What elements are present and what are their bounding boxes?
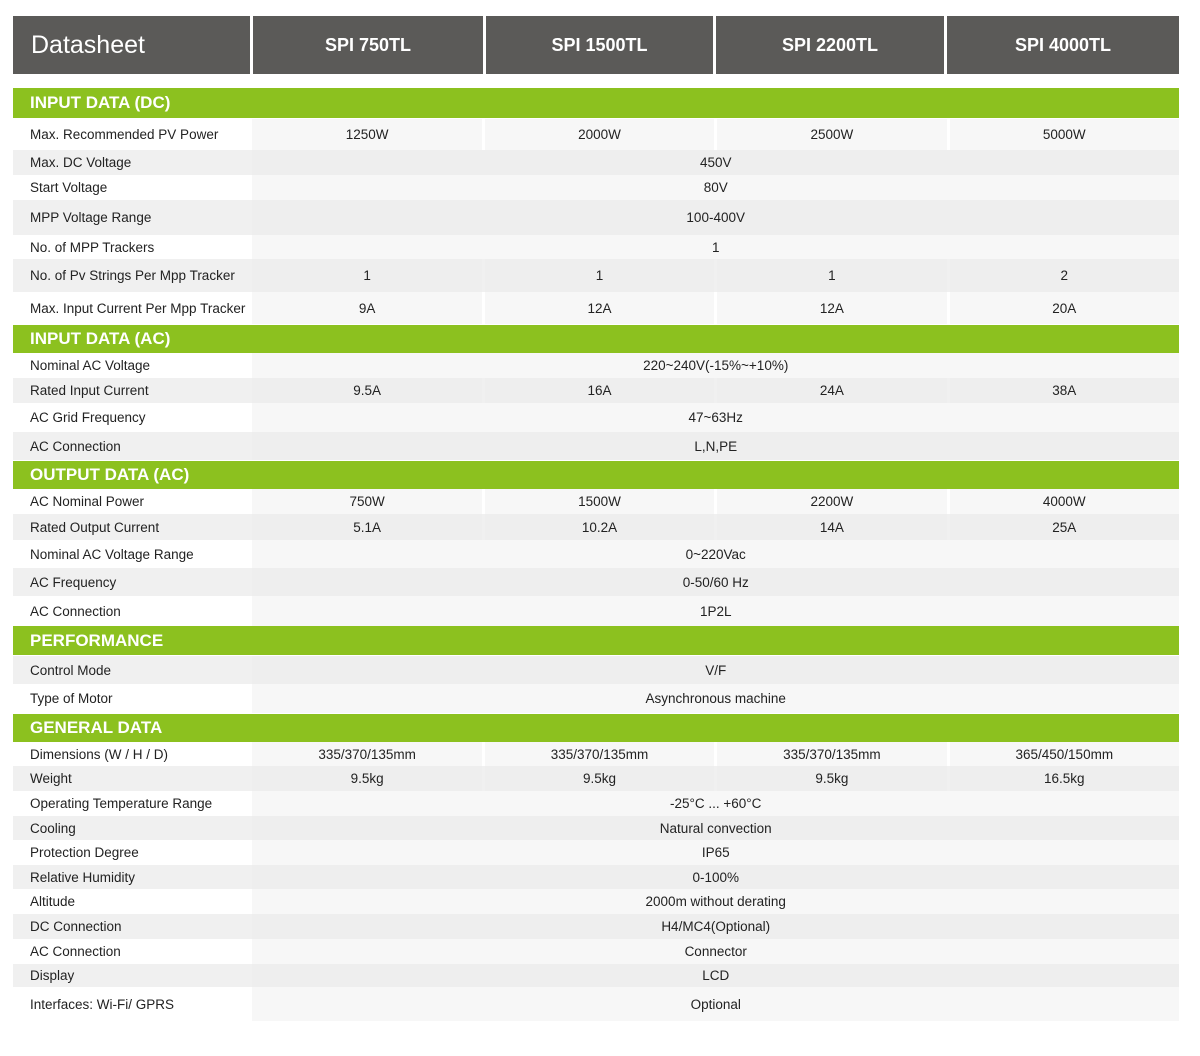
row-label: AC Connection (13, 432, 249, 460)
row-label: Start Voltage (13, 175, 249, 200)
table-row (13, 514, 1179, 540)
value-cell: 2200W (717, 489, 946, 514)
value-cell: 1P2L (252, 596, 1179, 626)
value-cell: 450V (252, 150, 1179, 175)
value-cell: 2500W (717, 119, 946, 150)
value-cell: 335/370/135mm (717, 742, 946, 766)
value-cell: 1 (717, 259, 946, 292)
model-header-spi-4000tl: SPI 4000TL (947, 16, 1179, 74)
row-label: Cooling (13, 816, 249, 840)
value-cell: 16.5kg (950, 766, 1179, 791)
value-cell: 1 (252, 259, 481, 292)
value-cell: L,N,PE (252, 432, 1179, 460)
table-row (13, 889, 1179, 914)
row-label: Protection Degree (13, 840, 249, 865)
table-row (13, 540, 1179, 568)
value-cell: 9.5kg (717, 766, 946, 791)
value-cell: Connector (252, 939, 1179, 964)
model-header-spi-750tl: SPI 750TL (253, 16, 483, 74)
value-cell: 12A (485, 292, 714, 324)
row-label: AC Connection (13, 939, 249, 964)
value-cell: 335/370/135mm (252, 742, 481, 766)
row-label: Rated Input Current (13, 378, 249, 403)
row-label: Relative Humidity (13, 865, 249, 889)
table-row (13, 865, 1179, 889)
value-cell: 80V (252, 175, 1179, 200)
table-row (13, 939, 1179, 964)
value-cell: 9A (252, 292, 481, 324)
value-cell: IP65 (252, 840, 1179, 865)
row-label: Control Mode (13, 656, 249, 684)
row-label: No. of MPP Trackers (13, 235, 249, 259)
table-row (13, 596, 1179, 626)
value-cell: 1 (252, 235, 1179, 259)
table-row (13, 791, 1179, 816)
table-row (13, 235, 1179, 259)
value-cell: 5000W (950, 119, 1179, 150)
table-row (13, 489, 1179, 514)
value-cell: V/F (252, 656, 1179, 684)
row-label: Dimensions (W / H / D) (13, 742, 249, 766)
table-row (13, 432, 1179, 460)
value-cell: 9.5kg (252, 766, 481, 791)
value-cell: 1 (485, 259, 714, 292)
section-performance: PERFORMANCE (13, 626, 1179, 655)
row-label: Display (13, 964, 249, 987)
table-row (13, 742, 1179, 766)
row-label: Max. Recommended PV Power (13, 119, 249, 150)
value-cell: 9.5A (252, 378, 481, 403)
value-cell: 365/450/150mm (950, 742, 1179, 766)
value-cell: 38A (950, 378, 1179, 403)
table-row (13, 840, 1179, 865)
table-row (13, 403, 1179, 432)
row-label: AC Connection (13, 596, 249, 626)
value-cell: 220~240V(-15%~+10%) (252, 353, 1179, 378)
row-label: Nominal AC Voltage Range (13, 540, 249, 568)
value-cell: 0-100% (252, 865, 1179, 889)
value-cell: H4/MC4(Optional) (252, 914, 1179, 939)
row-label: Operating Temperature Range (13, 791, 249, 816)
table-row (13, 259, 1179, 292)
row-label: Max. DC Voltage (13, 150, 249, 175)
row-label: Interfaces: Wi-Fi/ GPRS (13, 987, 249, 1021)
value-cell: 16A (485, 378, 714, 403)
table-row (13, 353, 1179, 378)
value-cell: 750W (252, 489, 481, 514)
model-header-spi-2200tl: SPI 2200TL (716, 16, 944, 74)
value-cell: 10.2A (485, 514, 714, 540)
row-label: Nominal AC Voltage (13, 353, 249, 378)
table-row (13, 292, 1179, 324)
row-label: AC Nominal Power (13, 489, 249, 514)
table-row (13, 175, 1179, 200)
table-row (13, 568, 1179, 596)
table-row (13, 987, 1179, 1021)
row-label: Type of Motor (13, 684, 249, 713)
row-label: Altitude (13, 889, 249, 914)
table-row (13, 964, 1179, 987)
row-label: AC Frequency (13, 568, 249, 596)
value-cell: 47~63Hz (252, 403, 1179, 432)
value-cell: 335/370/135mm (485, 742, 714, 766)
table-row (13, 914, 1179, 939)
model-header-spi-1500tl: SPI 1500TL (486, 16, 713, 74)
value-cell: 5.1A (252, 514, 481, 540)
datasheet-title: Datasheet (13, 16, 250, 74)
table-row (13, 119, 1179, 150)
row-label: Rated Output Current (13, 514, 249, 540)
value-cell: 24A (717, 378, 946, 403)
row-label: Weight (13, 766, 249, 791)
section-input-dc: INPUT DATA (DC) (13, 88, 1179, 118)
value-cell: 1250W (252, 119, 481, 150)
value-cell: 0-50/60 Hz (252, 568, 1179, 596)
value-cell: 100-400V (252, 200, 1179, 235)
table-row (13, 378, 1179, 403)
section-general: GENERAL DATA (13, 714, 1179, 742)
value-cell: 14A (717, 514, 946, 540)
value-cell: Optional (252, 987, 1179, 1021)
value-cell: Asynchronous machine (252, 684, 1179, 713)
value-cell: Natural convection (252, 816, 1179, 840)
table-row (13, 200, 1179, 235)
value-cell: 1500W (485, 489, 714, 514)
value-cell: 2 (950, 259, 1179, 292)
value-cell: 2000W (485, 119, 714, 150)
value-cell: 4000W (950, 489, 1179, 514)
section-input-ac: INPUT DATA (AC) (13, 325, 1179, 353)
value-cell: 0~220Vac (252, 540, 1179, 568)
table-row (13, 684, 1179, 713)
value-cell: 25A (950, 514, 1179, 540)
row-label: No. of Pv Strings Per Mpp Tracker (13, 259, 249, 292)
row-label: MPP Voltage Range (13, 200, 249, 235)
value-cell: 20A (950, 292, 1179, 324)
section-output-ac: OUTPUT DATA (AC) (13, 461, 1179, 489)
value-cell: 12A (717, 292, 946, 324)
row-label: Max. Input Current Per Mpp Tracker (13, 292, 249, 324)
value-cell: LCD (252, 964, 1179, 987)
table-row (13, 766, 1179, 791)
row-label: DC Connection (13, 914, 249, 939)
table-row (13, 816, 1179, 840)
value-cell: -25°C ... +60°C (252, 791, 1179, 816)
table-row (13, 150, 1179, 175)
table-row (13, 656, 1179, 684)
row-label: AC Grid Frequency (13, 403, 249, 432)
value-cell: 9.5kg (485, 766, 714, 791)
value-cell: 2000m without derating (252, 889, 1179, 914)
